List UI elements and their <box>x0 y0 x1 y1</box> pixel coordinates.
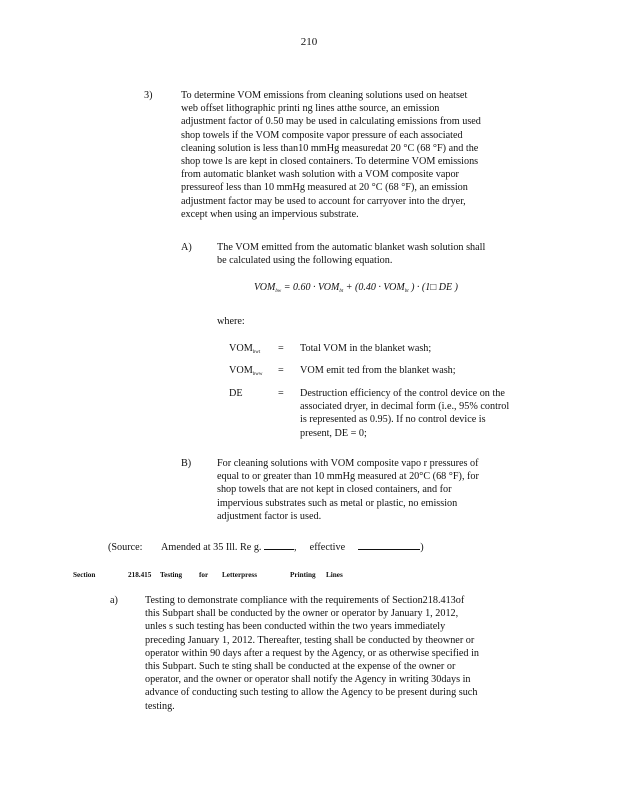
item-3-marker: 3) <box>144 90 153 101</box>
definition-term: $VOM_{bww}$ <box>229 365 263 377</box>
equation-lhs: VOM <box>254 282 276 293</box>
item-3-line: cleaning solution is less than10 mmHg measuredat 20 °C (68 °F) and the <box>181 142 479 154</box>
item-3-line: except when using an impervious substrate. <box>181 208 359 220</box>
section-title-word: Testing <box>160 571 183 579</box>
item-b-upper-text <box>217 457 537 523</box>
page-number: 210 <box>300 36 318 48</box>
item-a-lower-line: operator, and the owner or operator shall notify the Agency in writing 30days in <box>145 674 471 686</box>
item-a-upper-marker: A) <box>181 242 192 253</box>
item-3-line: from automatic blanket wash solution with a VOM composite vapor <box>181 169 459 181</box>
equation-term-1: = 0.60 · VOM <box>283 282 340 293</box>
item-b-upper-line: shop towels that are not kept in closed containers, and for <box>217 484 452 496</box>
item-3-line: adjustment factor of 0.50 may be used in calculating emissions from used <box>181 116 481 128</box>
item-a-lower-text <box>145 594 540 713</box>
definition-term-sub: bwt <box>252 350 261 355</box>
register-volume-blank <box>264 540 294 550</box>
item-b-upper-marker: B) <box>181 458 192 469</box>
section-label: Section <box>73 571 96 579</box>
definition-equals: = <box>278 388 284 399</box>
source-effective: effective <box>309 542 346 553</box>
definition-text: Destruction efficiency of the control device on the associated dryer, in decimal form (i.e., 95% control is represented as 0.95). If no control device is present, DE = 0; <box>300 388 510 439</box>
item-3-line: shop towels if the VOM composite vapor pressure of each associated <box>181 129 463 141</box>
item-3-line: pressureof less than 10 mmHg measured at 20 °C (68 °F), an emission <box>181 182 468 194</box>
item-a-upper-line: The VOM emitted from the automatic blanket wash solution shall <box>217 242 486 253</box>
item-3-line: web offset lithographic printi ng lines atthe source, an emission <box>181 103 440 115</box>
section-title-word: Lines <box>326 571 343 579</box>
item-b-upper-line: For cleaning solutions with VOM composite vapo r pressures of <box>217 458 479 469</box>
equation-lhs-sub: bw <box>275 289 282 294</box>
source-open: (Source: <box>108 542 143 553</box>
source-note: (Source: Amended at 35 Ill. Re g. , effective ) <box>108 542 424 553</box>
item-a-lower-marker: a) <box>110 595 118 606</box>
definition-text: VOM emit ted from the blanket wash; <box>300 365 456 376</box>
item-3-line: To determine VOM emissions from cleaning solutions used on heatset <box>181 90 468 101</box>
item-a-lower-line: this Subpart shall be conducted by the owner or operator by January 1, 2012, <box>145 608 459 620</box>
section-title-word: for <box>199 571 209 579</box>
item-a-upper-text <box>217 241 537 267</box>
where-label: where: <box>217 316 245 327</box>
item-3-text <box>181 89 537 221</box>
definition-term: DE <box>229 388 243 399</box>
source-amended: Amended at 35 Ill. Re g. <box>161 542 262 553</box>
definition-term-sub: bww <box>252 372 263 377</box>
equation-term-2: + (0.40 · VOM <box>345 282 405 293</box>
definition-equals: = <box>278 343 284 354</box>
item-a-lower-line: testing. <box>145 700 175 712</box>
definition-term: $VOM_{bwt}$ <box>229 343 261 355</box>
definition-text: Total VOM in the blanket wash; <box>300 343 432 354</box>
item-3-line: adjustment factor may be used to account for carryover into the dryer, <box>181 195 466 207</box>
item-a-lower-line: unles s such testing has been conducted within the two years immediately <box>145 621 446 633</box>
item-a-upper-line: be calculated using the following equation. <box>217 255 393 267</box>
item-b-upper-line: adjustment factor is used. <box>217 510 322 522</box>
effective-date-blank <box>358 540 420 550</box>
item-a-lower-line: preceding January 1, 2012. Thereafter, testing shall be conducted by theowner or <box>145 634 475 646</box>
source-close: ) <box>420 542 424 553</box>
item-b-upper-line: equal to or greater than 10 mmHg measured at 20°C (68 °F), for <box>217 471 479 483</box>
section-number: 218.415 <box>128 571 152 579</box>
item-a-lower-line: Testing to demonstrate compliance with the requirements of Section218.413of <box>145 595 465 606</box>
equation-term-3: ) · (1□ DE ) <box>411 282 458 293</box>
item-a-lower-line: this Subpart. Such te sting shall be conducted at the expense of the owner or <box>145 661 456 673</box>
definition-equals: = <box>278 365 284 376</box>
section-title-word: Printing <box>290 571 316 579</box>
item-a-lower-line: operator within 90 days after a request by the Agency, or as otherwise specified in <box>145 647 480 659</box>
equation <box>254 282 458 294</box>
equation-sub-2: bt <box>339 289 344 294</box>
item-a-lower-line: advance of conducting such testing to allow the Agency to be present during such <box>145 687 478 699</box>
equation-sub-3: bt <box>404 289 409 294</box>
item-b-upper-line: impervious substrates such as metal or plastic, no emission <box>217 497 458 509</box>
section-title-word: Letterpress <box>222 571 257 579</box>
item-3-line: shop towe ls are kept in closed containers. To determine VOM emissions <box>181 156 479 168</box>
